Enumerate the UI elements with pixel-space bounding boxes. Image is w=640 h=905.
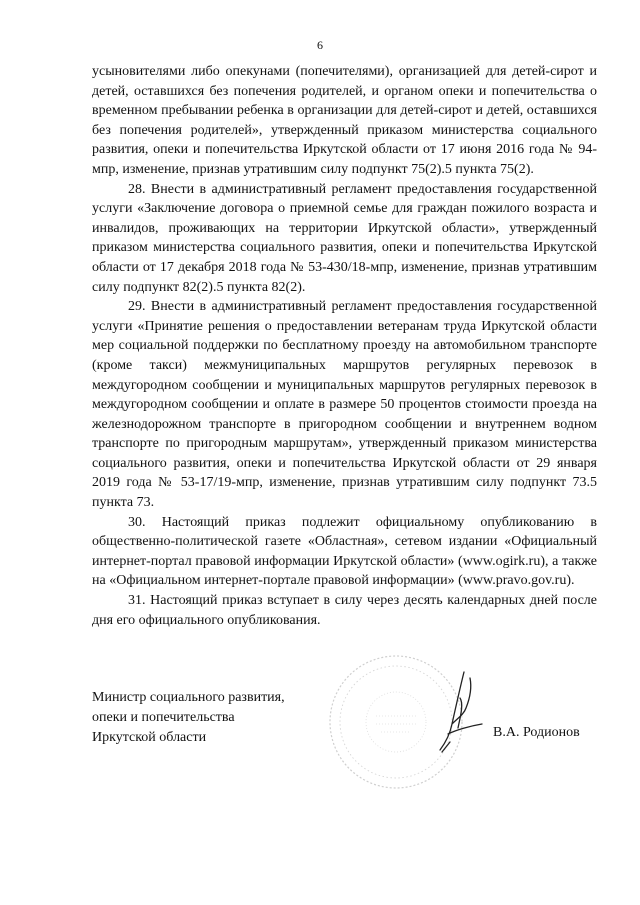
page-number: 6 <box>317 38 323 52</box>
signatory-title-line-3: Иркутской области <box>92 730 207 745</box>
paragraph-28: 28. Внести в административный регламент предоставления государственной услуги «Заключение договора о приемной семье для граждан пожилого возраста и инвалидов, проживающих на территории Иркутской области», утвержденный приказом министерства социального развития, опеки и попечительства Иркутской области от 17 декабря 2018 года № 53-430/18-мпр, изменение, признав утратившим силу подпункт 82(2).5 пункта 82(2). <box>92 181 597 295</box>
signatory-name: В.А. Родионов <box>493 725 580 740</box>
signatory-title-line-1: Министр социального развития, <box>92 690 285 705</box>
signatory-title-line-2: опеки и попечительства <box>92 710 235 725</box>
paragraph-30: 30. Настоящий приказ подлежит официальному опубликованию в общественно-политической газете «Областная», сетевом издании «Официальный интернет-портал правовой информации Иркутской области» (www.ogirk.ru), а также на «Официальном интернет-портале правовой информации» (www.pravo.gov.ru). <box>92 514 597 589</box>
paragraph-29: 29. Внести в административный регламент предоставления государственной услуги «Принятие решения о предоставлении ветеранам труда Иркутской области мер социальной поддержки по бесплатному проезду на автомобильном транспорте (кроме такси) межмуниципальных маршрутов регулярных перевозок в междугородном сообщении и муниципальных маршрутов регулярных перевозок в междугородном сообщении и оплате в размере 50 процентов стоимости проезда на железнодорожном транспорте в пригородном сообщении и внутреннем водном транспорте по пригородным маршрутам», утвержденный приказом министерства социального развития, опеки и попечительства Иркутской области от 29 января 2019 года № 53-17/19-мпр, изменение, признав утратившим силу подпункт 73.5 пункта 73. <box>92 299 597 511</box>
signatory-title <box>92 688 312 748</box>
handwritten-signature <box>430 668 500 758</box>
paragraph-continuation: усыновителями либо опекунами (попечителями), организацией для детей-сирот и детей, оставшихся без попечения родителей, и органом опеки и попечительства о временном пребывании ребенка в организации для детей-сирот и детей, оставшихся без попечения родителей», утвержденный приказом министерства социального развития, опеки и попечительства Иркутской области от 17 июня 2016 года № 94-мпр, изменение, признав утратившим силу подпункт 75(2).5 пункта 75(2). <box>92 64 597 177</box>
paragraph-31: 31. Настоящий приказ вступает в силу через десять календарных дней после дня его официального опубликования. <box>92 593 597 628</box>
document-body <box>92 62 597 630</box>
